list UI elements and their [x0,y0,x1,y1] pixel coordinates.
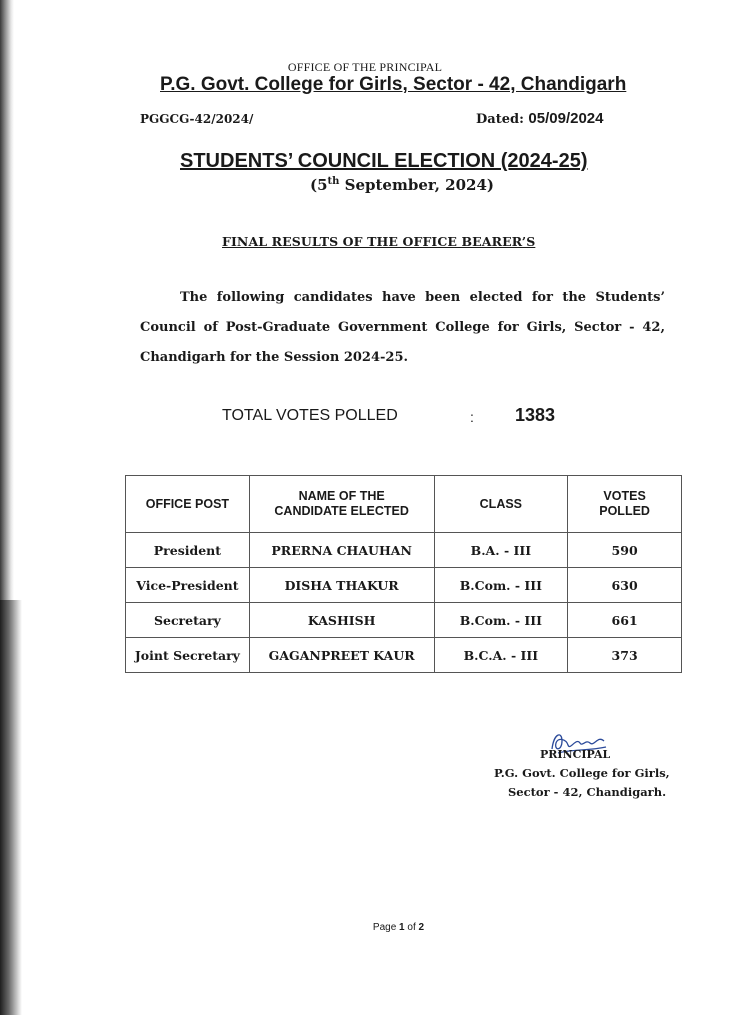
table-row [126,603,682,638]
election-date-suffix: th [327,176,340,187]
cell-class: B.Com. - III [434,603,568,638]
cell-class: B.C.A. - III [434,638,568,673]
page-number-middle: of [404,922,419,933]
table-row [126,638,682,673]
page-number-current: 1 [399,922,405,933]
total-votes-separator: : [470,409,474,425]
cell-votes: 590 [568,533,682,568]
intro-paragraph: The following candidates have been elected for the Students’ Council of Post-Graduate Government College for Girls, Sector - 42, Chandigarh for the Session 2024-25. [140,290,665,365]
table-row [126,568,682,603]
office-of-principal: OFFICE OF THE PRINCIPAL [287,60,443,74]
election-date-rest: September, 2024) [339,176,494,194]
dated-line [476,110,603,127]
election-title: STUDENTS’ COUNCIL ELECTION (2024-25) [180,150,588,172]
reference-number: PGGCG-42/2024/ [140,112,254,126]
cell-post: President [126,533,250,568]
page-number [0,922,730,933]
cell-post: Secretary [126,603,250,638]
election-date-open: (5 [309,176,328,194]
header-votes-polled [568,476,682,533]
principal-college: P.G. Govt. College for Girls, [494,766,670,780]
total-votes [222,405,556,425]
header-office-post: OFFICE POST [126,476,250,533]
cell-post: Joint Secretary [126,638,250,673]
dated-label: Dated: [476,112,524,127]
cell-name: KASHISH [249,603,434,638]
total-votes-label: TOTAL VOTES POLLED [222,407,398,424]
header-candidate-name-line2: CANDIDATE ELECTED [274,504,409,518]
dated-value: 05/09/2024 [528,110,604,127]
header-class: CLASS [434,476,568,533]
results-table [125,475,682,673]
cell-class: B.A. - III [434,533,568,568]
header-candidate-name-line1: NAME OF THE [298,489,385,503]
page-number-prefix: Page [372,922,400,933]
cell-votes: 373 [568,638,682,673]
election-date [0,176,730,194]
page-number-total: 2 [418,922,425,933]
header-candidate-name [249,476,434,533]
header-votes-line1: VOTES [603,489,646,503]
table-header-row [126,476,682,533]
principal-address: Sector - 42, Chandigarh. [508,785,667,799]
cell-name: GAGANPREET KAUR [249,638,434,673]
cell-votes: 630 [568,568,682,603]
college-name: P.G. Govt. College for Girls, Sector - 42, Chandigarh [160,74,627,95]
results-heading: FINAL RESULTS OF THE OFFICE BEARER’S [222,234,536,249]
scan-edge-shadow-lower [0,600,22,1015]
cell-votes: 661 [568,603,682,638]
cell-post: Vice-President [126,568,250,603]
cell-class: B.Com. - III [434,568,568,603]
cell-name: PRERNA CHAUHAN [249,533,434,568]
header-votes-line2: POLLED [599,504,650,518]
principal-title: PRINCIPAL [540,748,611,761]
cell-name: DISHA THAKUR [249,568,434,603]
table-row [126,533,682,568]
total-votes-value: 1383 [515,405,556,425]
